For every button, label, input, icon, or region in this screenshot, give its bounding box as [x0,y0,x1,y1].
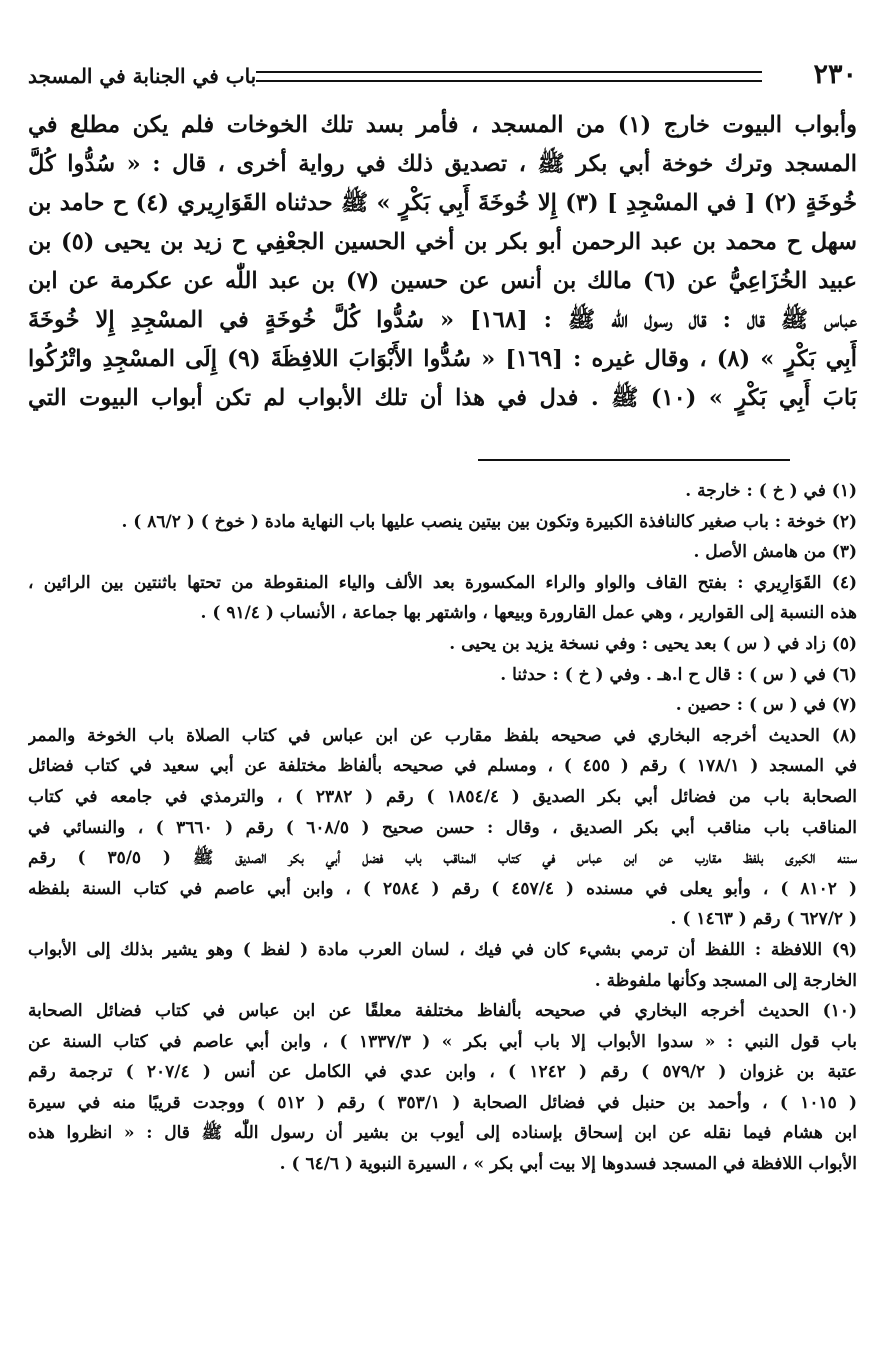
footnote-line: (٧) في ( س ) : حصين . [675,695,857,716]
footnote-line: عتبة بن غزوان ( ٥٧٩/٢ ) رقم ( ١٢٤٢ ) ، وابن عدي في الكامل عن أنس ( ٢٠٧/٤ ) ترجمة رقم [28,1062,857,1083]
footnote-line: (٨) الحديث أخرجه البخاري في صحيحه بلفظ مقارب عن ابن عباس في كتاب الصلاة باب الخوخة والممر [28,725,857,746]
footnote-4 [28,568,857,629]
footnote-8 [28,721,857,935]
footnote-line: (٤) القَوَارِيري : بفتح القاف والواو والراء المكسورة بعد الألف والياء المنقوطة من تحتها باثنتين بين الرائين ، [28,572,857,593]
main-text-line: عبيد الخُزَاعِيُّ عن (٦) مالك بن أنس عن حسين (٧) بن عبد اللّٰه عن عكرمة عن ابن [28,268,857,294]
footnote-line: (٩) اللافظة : اللفظ أن ترمي بشيء كان في فيك ، لسان العرب مادة ( لفظ ) وهو يشير بذلك إلى الأبواب [28,939,857,960]
footnote-line: هذه النسبة إلى القوارير ، وهي عمل القارورة وبيعها ، واشتهر بها جماعة ، الأنساب ( ٩١/٤ ) . [200,603,857,624]
footnote-7 [28,690,857,721]
footnote-line: ( ١٠١٥ ) ، وأحمد بن حنبل في فضائل الصحابة ( ٣٥٣/١ ) رقم ( ٥١٢ ) ووجدت قريبًا منه في سيرة [28,1092,857,1113]
footnote-line: في المسجد ( ١٧٨/١ ) رقم ( ٤٥٥ ) ، ومسلم في صحيحه بألفاظ مختلفة عن أبي سعيد في كتاب فضائل [28,756,857,777]
main-text [28,106,857,418]
footnote-separator [478,459,790,461]
footnote-1 [28,476,857,507]
main-text-line: سهل ح محمد بن عبد الرحمن أبو بكر بن أخي الحسين الجعْفِي ح زيد بن يحيى (٥) بن [28,229,857,255]
page-header [28,58,857,98]
footnote-10 [28,996,857,1180]
footnote-3 [28,537,857,568]
footnotes [28,476,857,1180]
footnote-line: ( ٨١٠٢ ) ، وأبو يعلى في مسنده ( ٤٥٧/٤ ) رقم ( ٢٥٨٤ ) ، وابن أبي عاصم في كتاب السنة بلفظه [28,878,857,899]
running-title: باب في الجنابة في المسجد [28,64,257,88]
footnote-line: (٣) من هامش الأصل . [693,542,857,563]
main-text-line: خُوخَةٍ (٢) [ في المسْجِدِ ] (٣) إِلا خُوخَةَ أَبِي بَكْرٍ » ﷺ حدثناه القَوَارِيري (٤) ح حامد بن [28,190,857,216]
footnote-9 [28,935,857,996]
footnote-line: ابن هشام فيما نقله عن ابن إسحاق بإسناده إلى أيوب بن بشير أن رسول اللّٰه ﷺ قال : « انظروا هذه [28,1123,857,1144]
header-rule [256,71,762,82]
footnote-5 [28,629,857,660]
footnote-line: المناقب باب مناقب أبي بكر الصديق ، وقال : حسن صحيح ( ٦٠٨/٥ ) رقم ( ٣٦٦٠ ) ، والنسائي في [28,817,857,838]
footnote-line: (٥) زاد في ( س ) بعد يحيى : وفي نسخة يزيد بن يحيى . [449,633,857,654]
main-text-line: وأبواب البيوت خارج (١) من المسجد ، فأمر بسد تلك الخوخات فلم يكن مطلع في [28,112,857,138]
page-number: ٢٣٠ [813,59,857,90]
footnote-line: الأبواب اللافظة في المسجد فسدوها إلا بيت أبي بكر » ، السيرة النبوية ( ٦٤/٦ ) . [279,1154,857,1175]
footnote-line: (٦) في ( س ) : قال ح ا.هـ . وفي ( خ ) : حدثنا . [500,664,857,685]
footnote-line: الصحابة باب من فضائل أبي بكر الصديق ( ١٨٥٤/٤ ) رقم ( ٢٣٨٢ ) ، والترمذي في جامعه في كتاب [28,786,857,807]
main-text-line: بَابَ أَبِي بَكْرٍ » (١٠) ﷺ . فدل في هذا أن تلك الأبواب لم تكن أبواب البيوت التي [28,385,857,411]
footnote-line: باب قول النبي : « سدوا الأبواب إلا باب أبي بكر » ( ١٣٣٧/٣ ) ، وابن أبي عاصم في كتاب السنة عن [28,1031,857,1052]
footnote-line: (١٠) الحديث أخرجه البخاري في صحيحه بألفاظ مختلفة معلقًا عن ابن عباس في كتاب فضائل الصحابة [28,1001,857,1022]
main-text-line: المسجد وترك خوخة أبي بكر ﷺ ، تصديق ذلك في رواية أخرى ، قال : « سُدُّوا كُلَّ [28,151,857,177]
main-text-line: عباس ﷺ قال : قال رسول اللّٰه ﷺ : [١٦٨] « سُدُّوا كُلَّ خُوخَةٍ في المسْجِدِ إِلا خُوخَةَ [28,307,857,333]
footnote-2 [28,507,857,538]
main-text-line: أَبِي بَكْرٍ » (٨) ، وقال غيره : [١٦٩] « سُدُّوا الأَبْوَابَ اللافِظَةَ (٩) إِلَى المسْجِدِ واتْرُكُوا [28,346,857,372]
footnote-line: الخارجة إلى المسجد وكأنها ملفوظة . [594,970,857,991]
footnote-line: سننه الكبرى بلفظ مقارب عن ابن عباس في كتاب المناقب باب فضل أبي بكر الصديق ﷺ ( ٣٥/٥ ) رقم [28,848,857,869]
footnote-line: (٢) خوخة : باب صغير كالنافذة الكبيرة وتكون بين بيتين ينصب عليها باب النهاية مادة ( خوخ ) ( ٨٦/٢ ) . [121,511,857,532]
footnote-6 [28,660,857,691]
footnote-line: ( ٦٢٧/٢ ) رقم ( ١٤٦٣ ) . [670,909,857,930]
footnote-line: (١) في ( خ ) : خارجة . [685,481,857,501]
